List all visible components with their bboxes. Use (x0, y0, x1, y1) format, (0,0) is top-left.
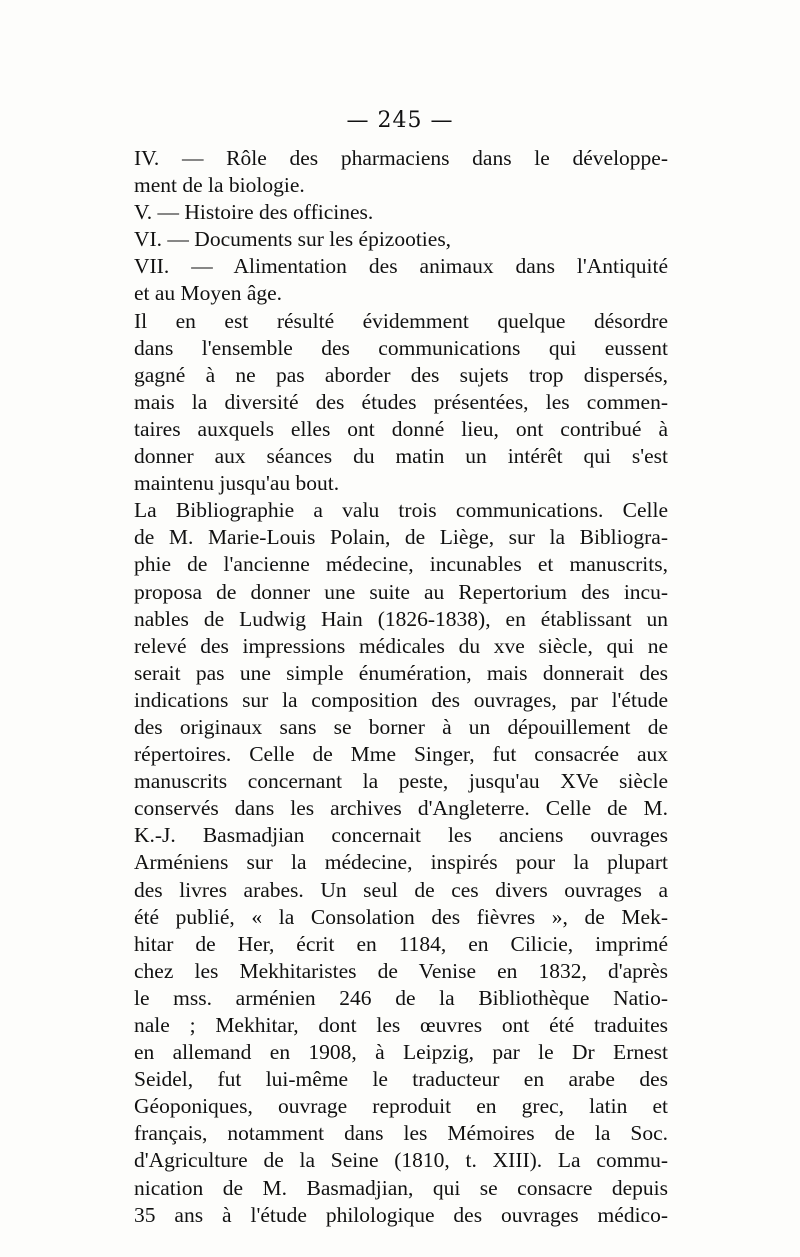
text-line: chez les Mekhitaristes de Venise en 1832, d'après (134, 958, 668, 983)
text-line: Arméniens sur la médecine, inspirés pour la plupart (134, 850, 668, 875)
text-line: le mss. arménien 246 de la Bibliothèque Natio- (134, 985, 668, 1010)
text-line: 35 ans à l'étude philologique des ouvrages médico- (134, 1202, 668, 1227)
text-line: Il en est résulté évidemment quelque désordre (134, 308, 668, 333)
text-line: nale ; Mekhitar, dont les œuvres ont été traduites (134, 1013, 668, 1037)
text-line: en allemand en 1908, à Leipzig, par le Dr Ernest (134, 1040, 668, 1065)
text-line: gagné à ne pas aborder des sujets trop dispersés, (134, 362, 668, 387)
text-line: serait pas une simple énumération, mais donnerait des (134, 660, 668, 685)
text-line: conservés dans les archives d'Angleterre. Celle de M. (134, 796, 668, 821)
text-line: VI. — Documents sur les épizooties, (134, 227, 452, 252)
text-line: d'Agriculture de la Seine (1810, t. XIII). La commu- (134, 1148, 668, 1173)
text-line: été publié, « la Consolation des fièvres », de Mek- (134, 904, 668, 929)
text-line: français, notamment dans les Mémoires de la Soc. (134, 1121, 668, 1146)
text-line: VII. — Alimentation des animaux dans l'Antiquité (134, 254, 668, 279)
text-line: indications sur la composition des ouvrages, par l'étude (134, 687, 668, 712)
text-line: manuscrits concernant la peste, jusqu'au XVe siècle (134, 769, 668, 794)
text-line: taires auxquels elles ont donné lieu, ont contribué à (134, 416, 668, 441)
text-line: dans l'ensemble des communications qui eussent (134, 335, 668, 360)
text-line: V. — Histoire des officines. (134, 200, 374, 225)
text-line: hitar de Her, écrit en 1184, en Cilicie, imprimé (134, 931, 668, 956)
text-line: mais la diversité des études présentées, les commen- (134, 389, 668, 414)
text-line: nables de Ludwig Hain (1826-1838), en établissant un (134, 606, 668, 631)
text-line: maintenu jusqu'au bout. (134, 471, 340, 496)
text-line: ment de la biologie. (134, 173, 305, 198)
text-line: Seidel, fut lui-même le traducteur en arabe des (134, 1067, 668, 1092)
text-line: phie de l'ancienne médecine, incunables et manuscrits, (134, 552, 668, 577)
body-text (134, 145, 668, 1229)
text-line: nication de M. Basmadjian, qui se consacre depuis (134, 1175, 668, 1200)
text-line: relevé des impressions médicales du xve siècle, qui ne (134, 633, 668, 658)
text-line: et au Moyen âge. (134, 281, 283, 306)
text-line: proposa de donner une suite au Repertorium des incu- (134, 579, 668, 604)
text-line: IV. — Rôle des pharmaciens dans le développe- (134, 146, 668, 170)
text-line: K.-J. Basmadjian concernait les anciens ouvrages (134, 823, 668, 848)
text-line: donner aux séances du matin un intérêt qui s'est (134, 444, 668, 469)
text-line: des livres arabes. Un seul de ces divers ouvrages a (134, 877, 668, 902)
text-line: de M. Marie-Louis Polain, de Liège, sur la Bibliogra- (134, 525, 668, 550)
text-line: répertoires. Celle de Mme Singer, fut consacrée aux (134, 742, 668, 767)
text-line: Géoponiques, ouvrage reproduit en grec, latin et (134, 1094, 668, 1119)
page-number: — 245 — (346, 108, 454, 133)
text-line: des originaux sans se borner à un dépouillement de (134, 714, 668, 739)
text-line: La Bibliographie a valu trois communications. Celle (134, 498, 668, 523)
